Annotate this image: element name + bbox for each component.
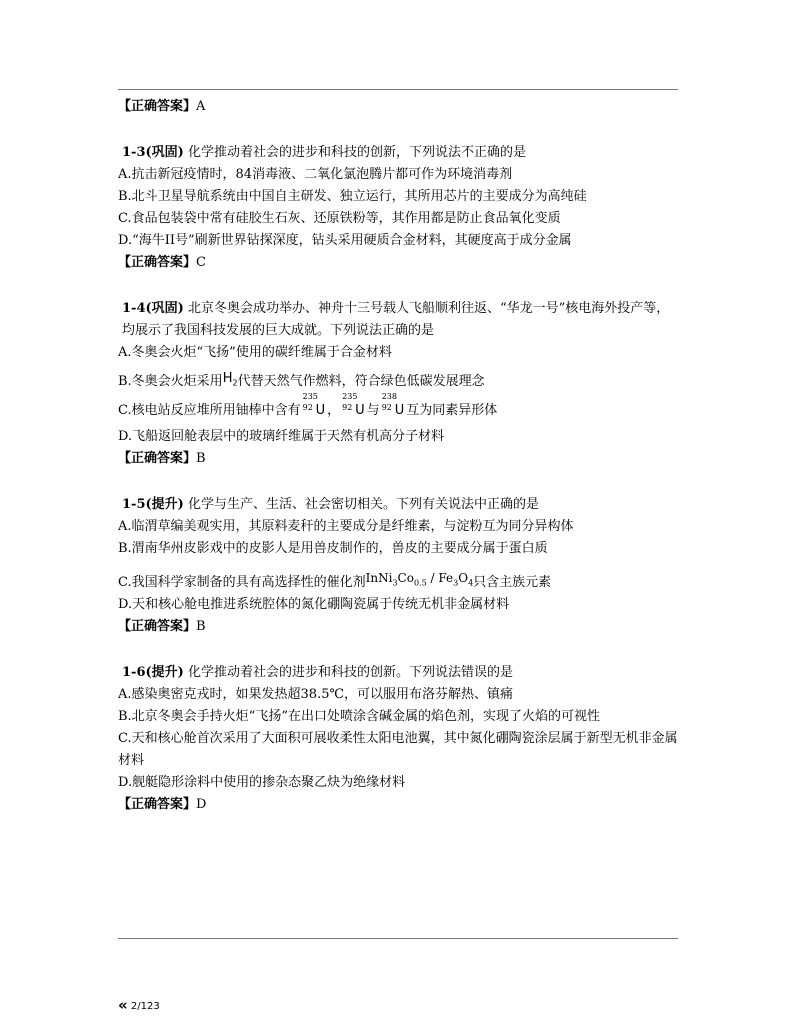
question-1-4-option-c: C.核电站反应堆所用铀棒中含有 235 92 U ， 235 92 U 与 238 92 U 互为同素异形体 — [118, 394, 680, 426]
answer-value: A — [196, 99, 206, 114]
answer-line: 【正确答案】D — [118, 797, 207, 812]
question-1-6-option-b: B.北京冬奥会手持火炬“飞扬”在出口处喷涂含碱金属的焰色剂，实现了火焰的可视性 — [118, 709, 600, 724]
answer-line: 【正确答案】C — [118, 255, 206, 270]
question-1-4-option-a: A.冬奥会火炬“飞扬”使用的碳纤维属于合金材料 — [118, 345, 392, 360]
question-1-5-stem: 1-5(提升) 化学与生产、生活、社会密切相关。下列有关说法中正确的是 — [122, 497, 539, 512]
question-1-5-option-b: B.渭南华州皮影戏中的皮影人是用兽皮制作的，兽皮的主要成分属于蛋白质 — [118, 541, 548, 556]
double-chevron-left-icon[interactable]: « — [118, 996, 128, 1014]
catalyst-formula: $InNi_3Co_{0.5} / Fe_3O_4$ — [365, 571, 474, 588]
question-1-6-stem: 1-6(提升) 化学推动着社会的进步和科技的创新。下列说法错误的是 — [122, 665, 513, 680]
question-1-4-stem: 1-4(巩固) 北京冬奥会成功举办、神舟十三号载人飞船顺利往返、“华龙一号”核电海外投产等，均展示了我国科技发展的巨大成就。下列说法正确的是 — [122, 301, 670, 338]
page-footer — [118, 996, 160, 1014]
u235-nuclide: 235 92 U — [302, 392, 326, 418]
top-rule — [118, 89, 678, 90]
question-1-6-option-d: D.舰艇隐形涂料中使用的掺杂态聚乙炔为绝缘材料 — [118, 775, 406, 790]
question-1-3-option-d: D.“海牛II号”刷新世界钻探深度，钻头采用硬质合金材料，其硬度高于成分金属 — [118, 233, 572, 248]
page-content — [118, 96, 680, 816]
question-1-5-option-c: C.我国科学家制备的具有高选择性的催化剂$InNi_3Co_{0.5} / Fe_3O_4$只含主族元素 — [118, 571, 552, 590]
bottom-rule — [118, 938, 678, 939]
question-1-4-option-d: D.飞船返回舱表层中的玻璃纤维属于天然有机高分子材料 — [118, 429, 445, 444]
page-number: 2/123 — [130, 1001, 160, 1012]
answer-value: B — [196, 451, 206, 466]
question-1-6-option-c: C.天和核心舱首次采用了大面积可展收柔性太阳电池翼，其中氮化硼陶瓷涂层属于新型无机非金属材料 — [118, 731, 678, 768]
h2-formula: $H_2$ — [222, 371, 238, 388]
u238-nuclide: 238 92 U — [381, 392, 405, 418]
u235-nuclide: 235 92 U — [342, 392, 365, 418]
answer-value: C — [196, 255, 206, 270]
question-1-3-stem: 1-3(巩固) 化学推动着社会的进步和科技的创新，下列说法不正确的是 — [122, 145, 526, 160]
question-1-3-option-a: A.抗击新冠疫情时，84消毒液、二氧化氯泡腾片都可作为环境消毒剂 — [118, 167, 513, 182]
answer-line: 【正确答案】B — [118, 451, 206, 466]
question-1-3-option-b: B.北斗卫星导航系统由中国自主研发、独立运行，其所用芯片的主要成分为高纯硅 — [118, 189, 587, 204]
question-1-5-option-a: A.临渭草编美观实用，其原料麦秆的主要成分是纤维素，与淀粉互为同分异构体 — [118, 519, 574, 534]
answer-line: 【正确答案】A — [118, 99, 206, 114]
question-1-3-option-c: C.食品包装袋中常有硅胶生石灰、还原铁粉等，其作用都是防止食品氧化变质 — [118, 211, 561, 226]
answer-value: B — [196, 619, 206, 634]
question-1-4-option-b: B.冬奥会火炬采用$H_2$代替天然气作燃料，符合绿色低碳发展理念 — [118, 371, 485, 389]
answer-value: D — [196, 797, 207, 812]
question-1-6-option-a: A.感染奥密克戎时，如果发热超38.5℃，可以服用布洛芬解热、镇痛 — [118, 687, 514, 702]
answer-line: 【正确答案】B — [118, 619, 206, 634]
question-1-5-option-d: D.天和核心舱电推进系统腔体的氮化硼陶瓷属于传统无机非金属材料 — [118, 597, 510, 612]
